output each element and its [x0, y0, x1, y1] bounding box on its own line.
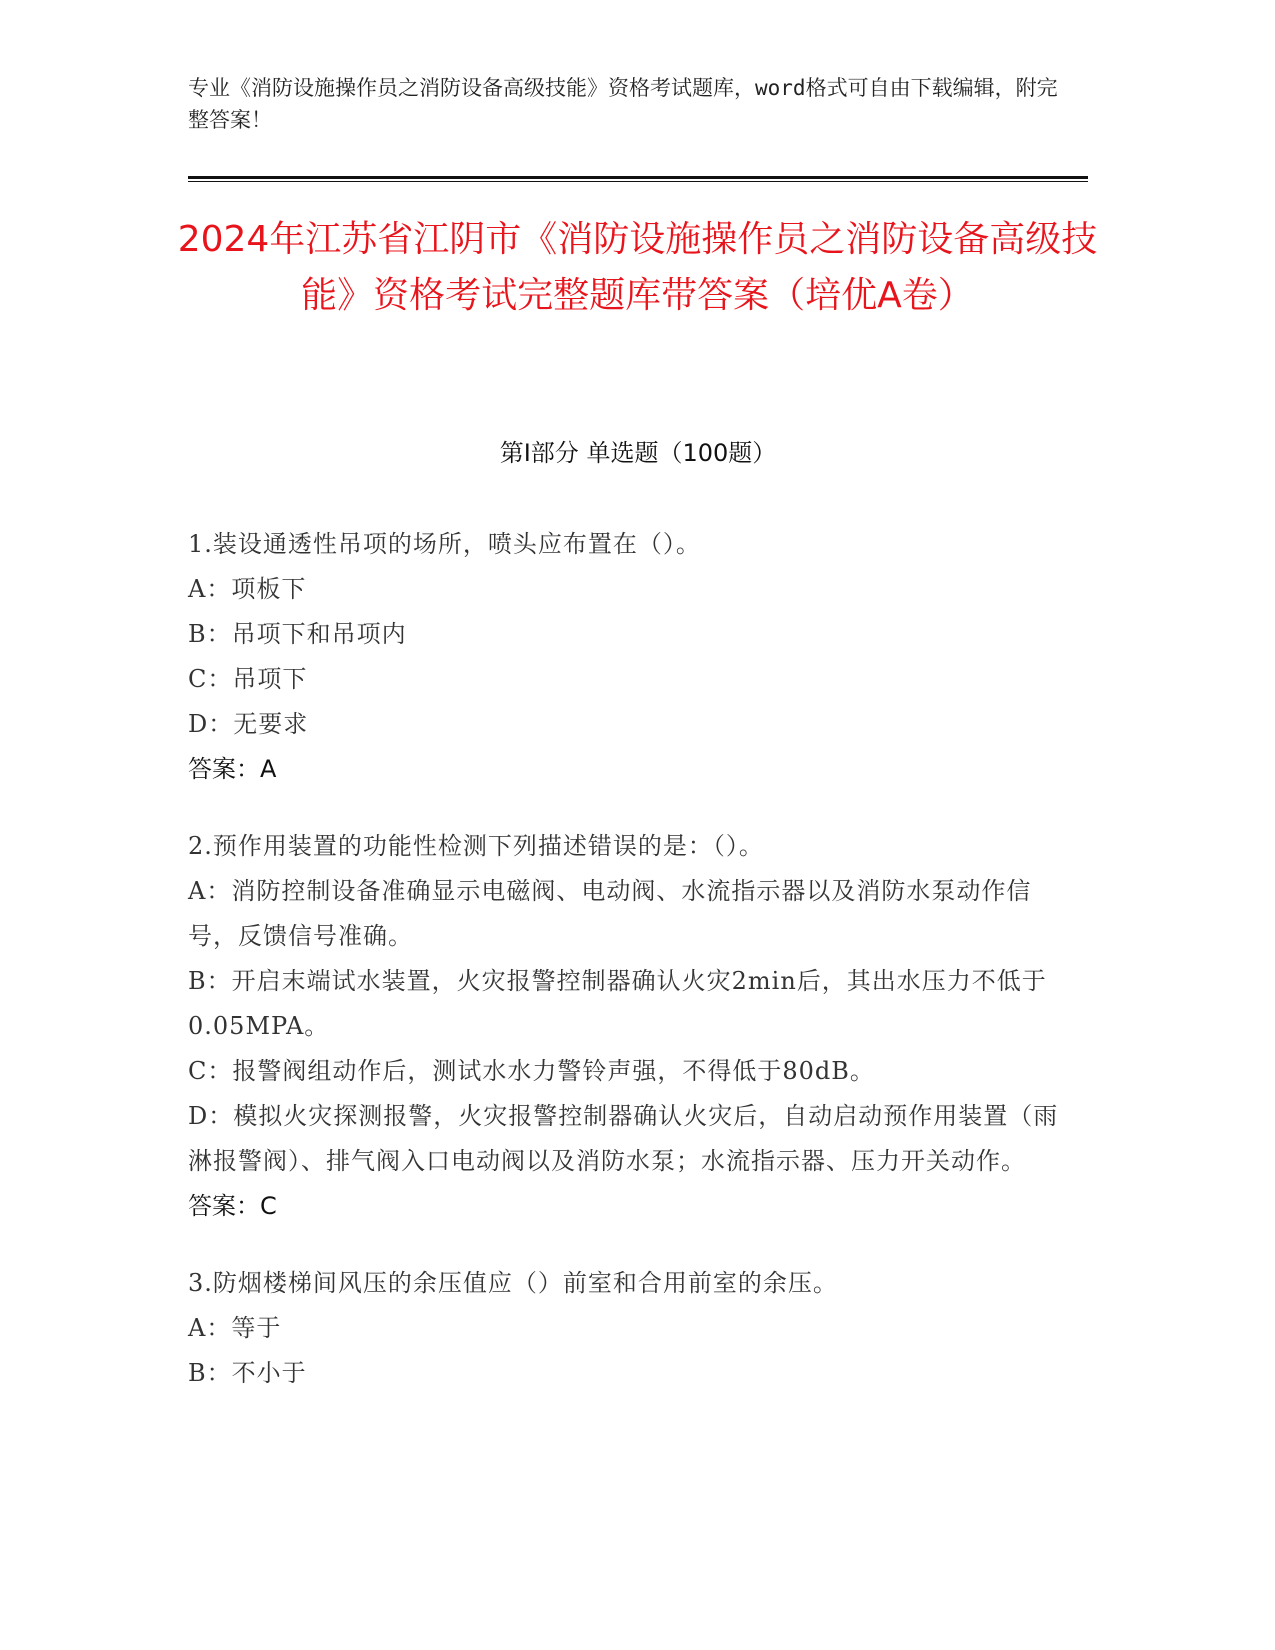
answer-line: 答案：A [188, 755, 277, 783]
option-c: C：吊项下 [188, 665, 308, 693]
option-a: A：消防控制设备准确显示电磁阀、电动阀、水流指示器以及消防水泵动作信号，反馈信号准确。 [188, 877, 1032, 950]
question-stem: 2.预作用装置的功能性检测下列描述错误的是：（）。 [188, 832, 764, 860]
question-item [188, 1261, 1078, 1396]
document-title: 2024年江苏省江阴市《消防设施操作员之消防设备高级技能》资格考试完整题库带答案（培优A卷） [177, 219, 1098, 316]
question-stem: 1.装设通透性吊项的场所，喷头应布置在（）。 [188, 530, 701, 558]
option-a: A：项板下 [188, 575, 307, 603]
question-list [188, 522, 1078, 1428]
question-item [188, 522, 1078, 792]
option-c: C：报警阀组动作后，测试水水力警铃声强，不得低于80dB。 [188, 1057, 875, 1085]
header-divider-thin [188, 181, 1088, 182]
section-title: 第I部分 单选题（100题） [499, 439, 777, 467]
question-stem: 3.防烟楼梯间风压的余压值应（）前室和合用前室的余压。 [188, 1269, 838, 1297]
option-b: B：不小于 [188, 1359, 307, 1387]
option-d: D：模拟火灾探测报警，火灾报警控制器确认火灾后，自动启动预作用装置（雨淋报警阀）、排气阀入口电动阀以及消防水泵；水流指示器、压力开关动作。 [188, 1102, 1059, 1175]
option-b: B：开启末端试水装置，火灾报警控制器确认火灾2min后，其出水压力不低于0.05MPA。 [188, 967, 1047, 1040]
header-note: 专业《消防设施操作员之消防设备高级技能》资格考试题库，word格式可自由下载编辑，附完整答案！ [188, 76, 1058, 132]
question-item [188, 824, 1078, 1229]
answer-line: 答案：C [188, 1192, 277, 1220]
option-b: B：吊项下和吊项内 [188, 620, 407, 648]
option-d: D：无要求 [188, 710, 309, 738]
header-divider-thick [188, 176, 1088, 179]
option-a: A：等于 [188, 1314, 282, 1342]
